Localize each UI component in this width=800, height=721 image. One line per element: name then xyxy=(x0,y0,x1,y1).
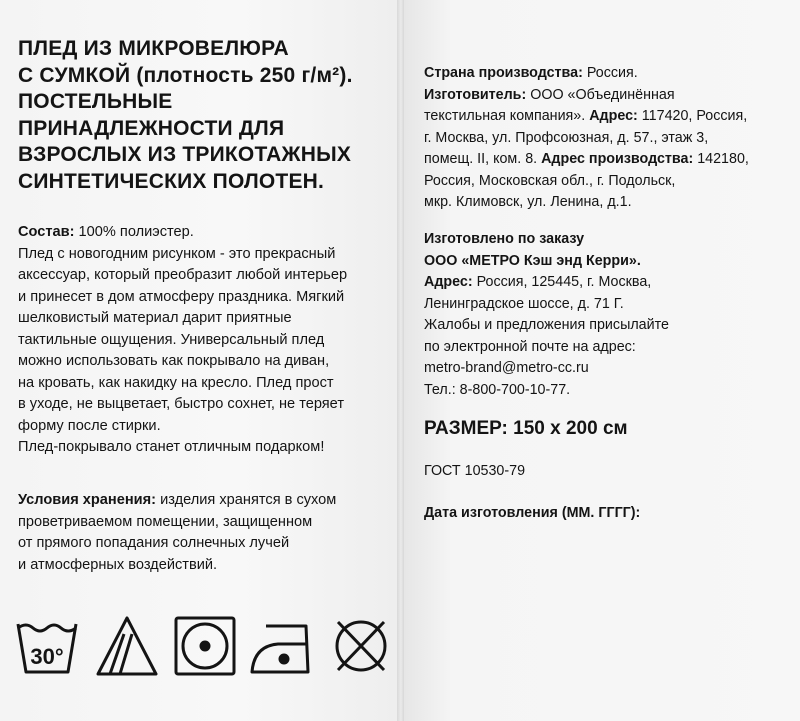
country-label: Страна производства: xyxy=(424,65,583,81)
no-dry-clean-icon xyxy=(328,614,394,678)
prod-address-line: Россия, Московская обл., г. Подольск, xyxy=(424,172,676,189)
storage-label: Условия хранения: xyxy=(18,492,157,508)
composition-label: Состав: xyxy=(18,224,75,240)
order-address-label: Адрес: xyxy=(424,274,473,290)
storage-section xyxy=(18,490,390,576)
importer-section xyxy=(424,229,794,401)
manufacturer-section xyxy=(424,63,794,214)
prod-address-value: 142180, xyxy=(693,151,749,167)
order-address-value: Россия, 125445, г. Москва, xyxy=(472,274,652,290)
product-title: ПЛЕД ИЗ МИКРОВЕЛЮРА С СУМКОЙ (плотность 250 г/м²). ПОСТЕЛЬНЫЕ ПРИНАДЛЕЖНОСТИ ДЛЯ ВЗРОСЛЫХ ИЗ ТРИКОТАЖНЫХ СИНТЕТИЧЕСКИХ ПОЛОТЕН. xyxy=(18,37,353,193)
phone-number: Тел.: 8-800-700-10-77. xyxy=(424,381,571,398)
description-line: Плед-покрывало станет отличным подарком! xyxy=(18,439,325,455)
tumble-dry-low-icon xyxy=(172,614,238,678)
address-label: Адрес: xyxy=(589,108,638,124)
wash-temp-label: 30° xyxy=(30,644,64,669)
description-line: Плед с новогодним рисунком - это прекрасный xyxy=(18,245,336,262)
wash-30-icon xyxy=(14,614,80,678)
manufacture-date-label: Дата изготовления (ММ. ГГГГ): xyxy=(424,505,641,521)
composition-section xyxy=(18,222,390,459)
bleach-allowed-icon xyxy=(94,614,160,678)
description-line: на кровать, как накидку на кресло. Плед прост xyxy=(18,374,334,391)
size-label: РАЗМЕР: 150 х 200 см xyxy=(424,418,628,439)
care-icons xyxy=(14,614,394,684)
order-company: ООО «МЕТРО Кэш энд Керри». xyxy=(424,252,641,269)
complaints-line: по электронной почте на адрес: xyxy=(424,338,636,355)
description-line: тактильные ощущения. Универсальный плед xyxy=(18,331,325,348)
description-line: можно использовать как покрывало на диван, xyxy=(18,353,330,369)
storage-value: изделия хранятся в сухом xyxy=(156,492,337,508)
description-line: и принесет в дом атмосферу праздника. Мягкий xyxy=(18,288,345,305)
address-value: 117420, Россия, xyxy=(637,108,748,124)
description-line: шелковистый материал дарит приятные xyxy=(18,310,292,326)
composition-value: 100% полиэстер. xyxy=(74,224,194,240)
description-line: аксессуар, который преобразит любой интерьер xyxy=(18,267,348,283)
address-room: помещ. II, ком. 8. xyxy=(424,151,542,167)
iron-low-icon xyxy=(250,614,316,678)
description-line: форму после стирки. xyxy=(18,417,161,434)
maker-name: текстильная компания». xyxy=(424,108,590,124)
maker-label: Изготовитель: xyxy=(424,86,527,103)
maker-value: ООО «Объединённая xyxy=(526,86,675,103)
email-address: metro-brand@metro-cc.ru xyxy=(424,360,589,376)
complaints-line: Жалобы и предложения присылайте xyxy=(424,317,669,333)
storage-line: проветриваемом помещении, защищенном xyxy=(18,513,313,530)
storage-line: и атмосферных воздействий. xyxy=(18,556,218,573)
prod-address-label: Адрес производства: xyxy=(541,151,694,167)
gost-label: ГОСТ 10530-79 xyxy=(424,463,526,479)
address-line: г. Москва, ул. Профсоюзная, д. 57., этаж 3, xyxy=(424,129,709,146)
country-value: Россия. xyxy=(582,65,638,81)
storage-line: от прямого попадания солнечных лучей xyxy=(18,535,290,551)
description-line: в уходе, не выцветает, быстро сохнет, не теряет xyxy=(18,396,344,412)
prod-address-line: мкр. Климовск, ул. Ленина, д.1. xyxy=(424,194,632,210)
order-line: Изготовлено по заказу xyxy=(424,231,585,247)
order-address-line: Ленинградское шоссе, д. 71 Г. xyxy=(424,295,624,312)
